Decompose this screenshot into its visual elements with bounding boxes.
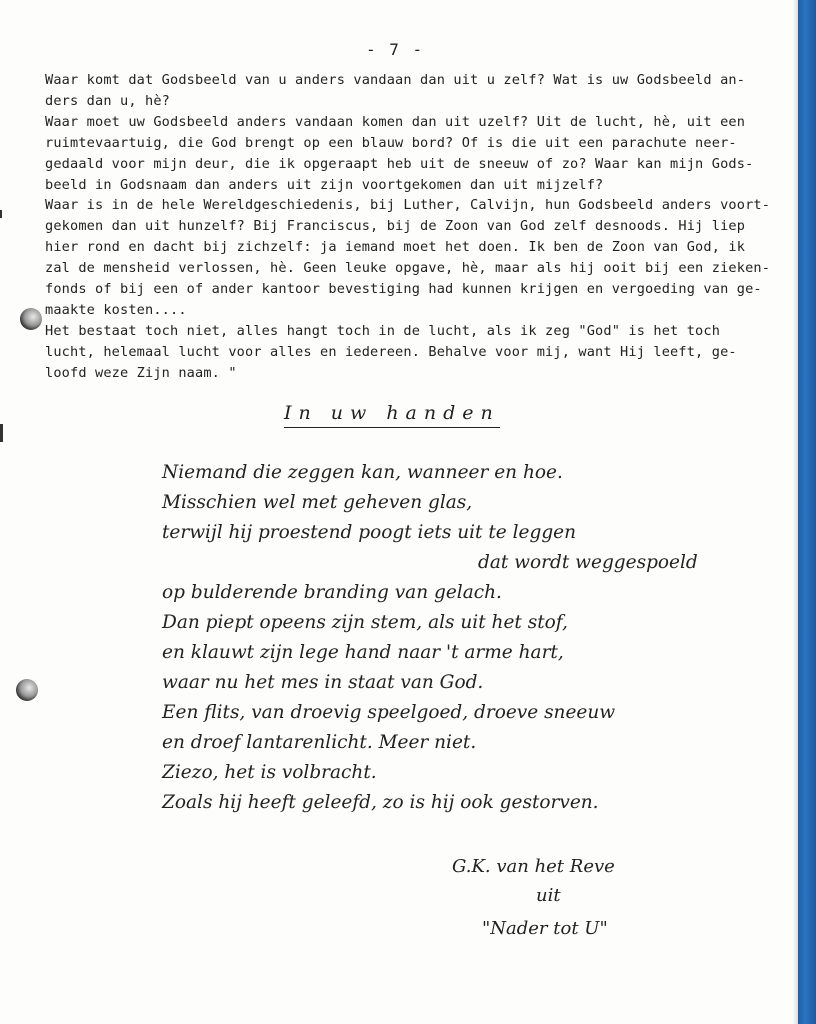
punch-hole-top: [20, 308, 42, 330]
binder-edge: [798, 0, 816, 1024]
poem-line: en droef lantarenlicht. Meer niet.: [162, 732, 477, 753]
poem-line: op bulderende branding van gelach.: [162, 582, 502, 603]
prose-line: fonds of bij een of ander kantoor bevestiging had kunnen krijgen en vergoeding van ge-: [45, 281, 762, 298]
poem-title: In uw handen: [284, 402, 500, 428]
poem-line: dat wordt weggespoeld: [478, 552, 698, 573]
poem-line: Niemand die zeggen kan, wanneer en hoe.: [162, 462, 563, 483]
prose-line: gekomen dan uit hunzelf? Bij Franciscus, bij de Zoon van God zelf desnoods. Hij liep: [45, 218, 746, 235]
prose-line: Waar moet uw Godsbeeld anders vandaan komen dan uit uzelf? Uit de lucht, hè, uit een: [45, 113, 746, 130]
prose-line: beeld in Godsnaam dan anders uit zijn voortgekomen dan uit mijzelf?: [45, 176, 604, 193]
prose-line: ders dan u, hè?: [45, 92, 171, 109]
poem-line: Dan piept opeens zijn stem, als uit het stof,: [162, 612, 568, 633]
page-number: - 7 -: [366, 40, 425, 59]
attribution-author: G.K. van het Reve: [452, 856, 615, 877]
prose-line: gedaald voor mijn deur, die ik opgeraapt heb uit de sneeuw of zo? Waar kan mijn Gods-: [45, 155, 754, 172]
attribution-source: "Nader tot U": [482, 918, 608, 939]
edge-mark: [0, 210, 2, 218]
poem-line: terwijl hij proestend poogt iets uit te leggen: [162, 522, 577, 543]
prose-line: Waar is in de hele Wereldgeschiedenis, bij Luther, Calvijn, hun Godsbeeld anders voort-: [45, 197, 771, 214]
poem-line: Misschien wel met geheven glas,: [162, 492, 473, 513]
prose-line: hier rond en dacht bij zichzelf: ja iemand moet het doen. Ik ben de Zoon van God, ik: [45, 239, 746, 256]
attribution-from: uit: [536, 885, 561, 906]
prose-line: maakte kosten....: [45, 301, 187, 318]
prose-line: loofd weze Zijn naam. ": [45, 364, 237, 381]
poem-line: Een flits, van droevig speelgoed, droeve sneeuw: [162, 702, 616, 723]
punch-hole-bottom: [16, 679, 38, 701]
prose-line: lucht, helemaal lucht voor alles en iedereen. Behalve voor mij, want Hij leeft, ge-: [45, 343, 737, 360]
prose-line: zal de mensheid verlossen, hè. Geen leuke opgave, hè, maar als hij ooit bij een zieken-: [45, 260, 771, 277]
prose-block: [45, 70, 775, 384]
edge-mark: [0, 424, 3, 442]
poem-line: Ziezo, het is volbracht.: [162, 762, 377, 783]
prose-line: ruimtevaartuig, die God brengt op een blauw bord? Of is die uit een parachute neer-: [45, 134, 737, 151]
poem-line: Zoals hij heeft geleefd, zo is hij ook gestorven.: [162, 792, 599, 813]
poem-line: waar nu het mes in staat van God.: [162, 672, 484, 693]
poem-line: en klauwt zijn lege hand naar 't arme hart,: [162, 642, 564, 663]
prose-line: Het bestaat toch niet, alles hangt toch in de lucht, als ik zeg "God" is het toch: [45, 322, 721, 339]
prose-line: Waar komt dat Godsbeeld van u anders vandaan dan uit u zelf? Wat is uw Godsbeeld an-: [45, 72, 746, 88]
